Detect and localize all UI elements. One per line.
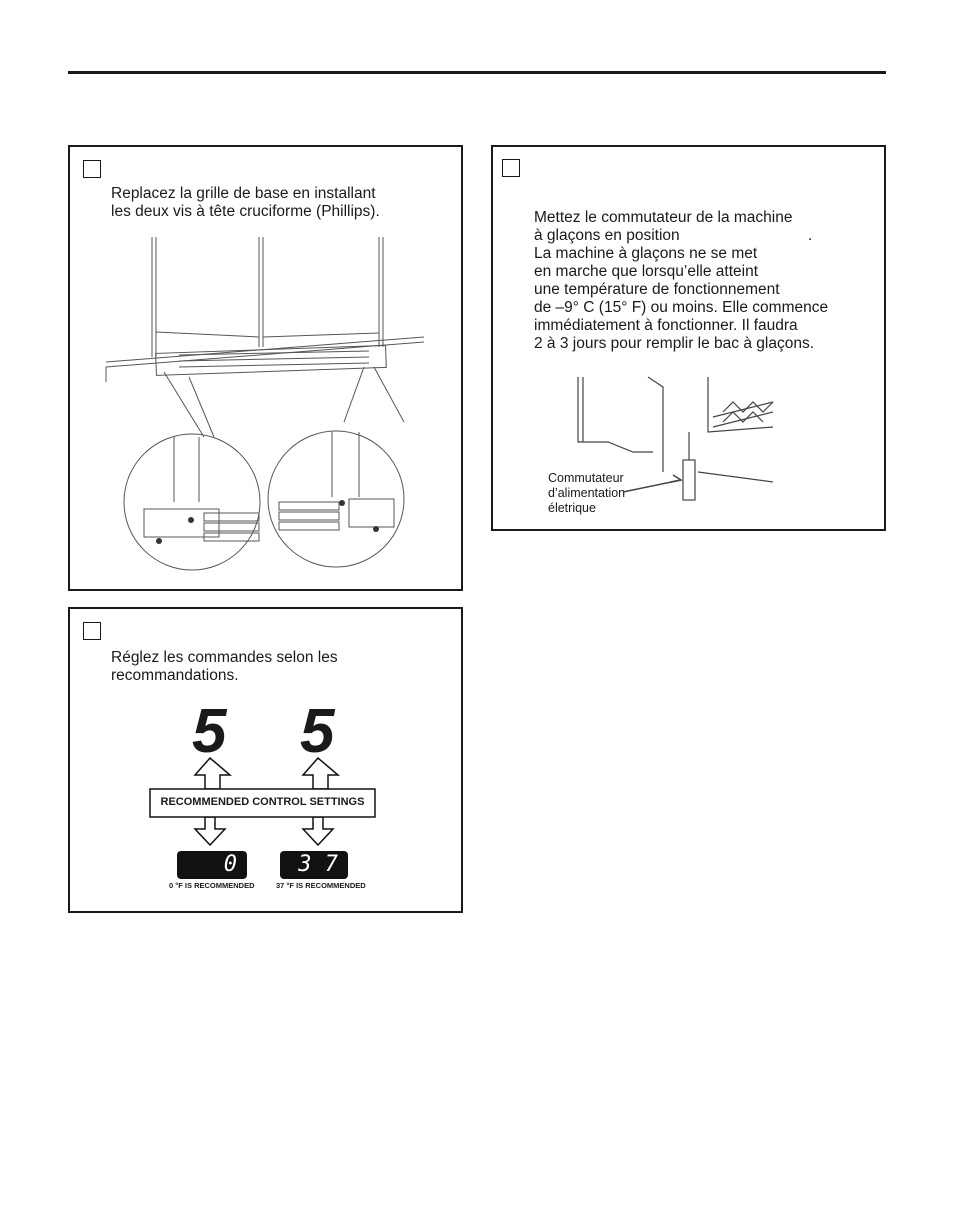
switch-callout-label: Commutateur d’alimentation életrique xyxy=(548,471,626,515)
instruction-period: . xyxy=(808,227,813,244)
fridge-knob-setting: 5 xyxy=(300,697,335,766)
instruction-text: Réglez les commandes selon les recommandations. xyxy=(111,649,338,684)
step-panel-icemaker-switch xyxy=(491,145,886,531)
instruction-text: Mettez le commutateur de la machine à glaçons en position La machine à glaçons ne se met en marche que lorsqu’elle atteint une température de fonctionnement de –9° C (15° F) ou moins. Elle commence immédiatement à fonctionner. Il faudra 2 à 3 jours pour remplir le bac à glaçons. xyxy=(534,209,829,352)
header-rule xyxy=(68,71,886,74)
step-panel-base-grille xyxy=(68,145,463,591)
fridge-display: 3 7 xyxy=(280,851,348,879)
step-checkbox[interactable] xyxy=(502,159,520,177)
freezer-display: 0 xyxy=(177,851,247,879)
fridge-display-caption: 37 °F IS RECOMMENDED xyxy=(276,881,366,890)
freezer-display-caption: 0 °F IS RECOMMENDED xyxy=(169,881,255,890)
recommended-settings-banner: RECOMMENDED CONTROL SETTINGS xyxy=(160,796,365,808)
instruction-text: Replacez la grille de base en installant les deux vis à tête cruciforme (Phillips). xyxy=(111,185,380,220)
step-checkbox[interactable] xyxy=(83,160,101,178)
step-panel-control-settings xyxy=(68,607,463,913)
freezer-knob-setting: 5 xyxy=(192,697,227,766)
base-grille-illustration xyxy=(104,237,434,567)
control-arrows-graphic xyxy=(70,609,465,915)
